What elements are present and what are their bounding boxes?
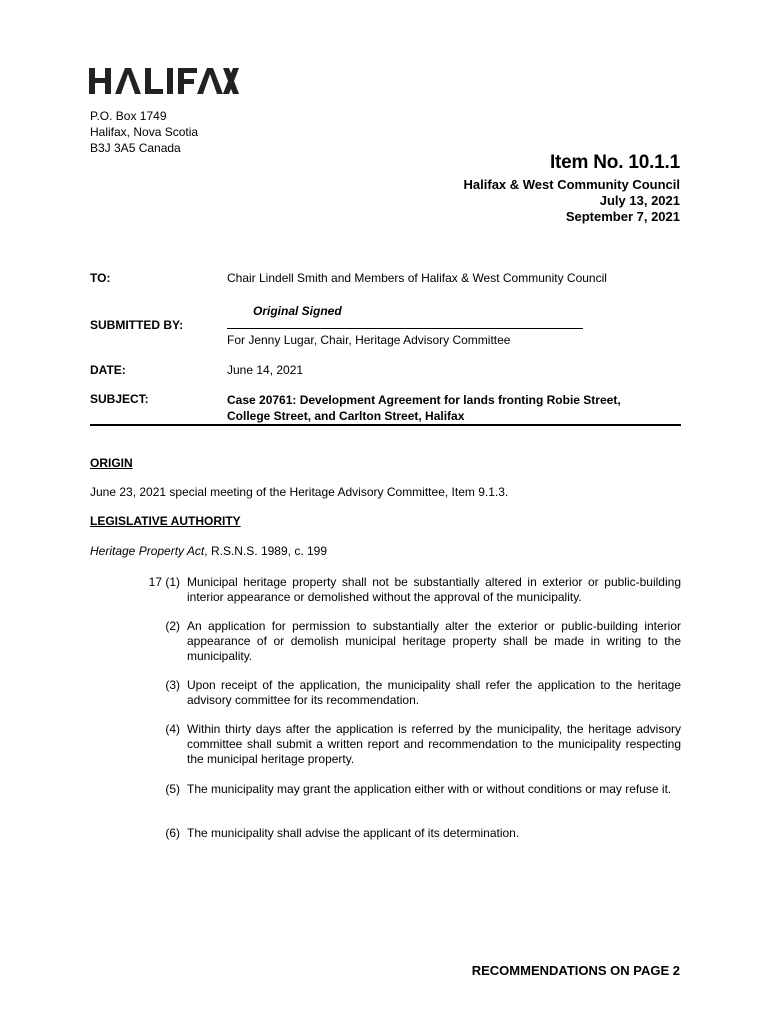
clause-text: Upon receipt of the application, the municipality shall refer the application to the heritage advisory committee for its recommendation. <box>187 678 681 707</box>
clause-item <box>130 575 681 605</box>
submitted-by-value: For Jenny Lugar, Chair, Heritage Advisory Committee <box>227 333 511 347</box>
clause-text: Municipal heritage property shall not be substantially altered in exterior or public-building interior appearance or demolished without the approval of the municipality. <box>187 575 681 604</box>
address-line: Halifax, Nova Scotia <box>90 125 199 139</box>
clause-number: (6) <box>165 826 180 840</box>
date-value: June 14, 2021 <box>227 363 304 377</box>
act-reference <box>90 544 327 558</box>
original-signed-note: Original Signed <box>253 304 342 318</box>
act-name: Heritage Property Act <box>90 544 205 558</box>
origin-heading: ORIGIN <box>90 456 133 470</box>
clause-item <box>130 619 681 664</box>
council-name: Halifax & West Community Council <box>463 177 680 192</box>
address-line: P.O. Box 1749 <box>90 109 167 123</box>
submitted-by-label: SUBMITTED BY: <box>90 318 184 332</box>
date-label: DATE: <box>90 363 126 377</box>
clause-item <box>130 678 681 708</box>
clause-number: (3) <box>165 678 180 692</box>
clause-number: (4) <box>165 722 180 736</box>
header-divider <box>90 424 681 426</box>
to-value: Chair Lindell Smith and Members of Halifax & West Community Council <box>227 271 607 285</box>
halifax-logo-wordmark <box>89 66 239 96</box>
meeting-date: July 13, 2021 <box>599 193 680 208</box>
clause-item <box>130 782 681 797</box>
clause-text: The municipality shall advise the applicant of its determination. <box>187 826 520 840</box>
halifax-logo <box>89 62 239 96</box>
address-line: B3J 3A5 Canada <box>90 141 181 155</box>
recommendations-note: RECOMMENDATIONS ON PAGE 2 <box>471 963 680 978</box>
clause-number: (5) <box>165 782 180 796</box>
item-block <box>464 152 680 225</box>
to-label: TO: <box>90 271 111 285</box>
mailing-address <box>90 108 198 156</box>
clause-text: An application for permission to substantially alter the exterior or public-building interior appearance of or demolish municipal heritage property shall be made in writing to the municipality. <box>187 619 681 663</box>
legislative-authority-heading: LEGISLATIVE AUTHORITY <box>90 514 241 528</box>
subject-line: College Street, and Carlton Street, Halifax <box>227 409 465 423</box>
act-citation: , R.S.N.S. 1989, c. 199 <box>204 544 328 558</box>
signature-line <box>227 328 583 329</box>
subject-line: Case 20761: Development Agreement for lands fronting Robie Street, <box>227 393 621 407</box>
item-number: Item No. 10.1.1 <box>549 152 680 173</box>
subject-label: SUBJECT: <box>90 392 149 406</box>
clause-text: Within thirty days after the application is referred by the municipality, the heritage advisory committee shall submit a written report and recommendation to the municipality respecting the municipal heritage property. <box>187 722 681 766</box>
meeting-date: September 7, 2021 <box>565 209 680 224</box>
clause-item <box>130 826 681 841</box>
clause-text: The municipality may grant the application either with or without conditions or may refuse it. <box>187 782 672 796</box>
clause-number: 17 (1) <box>148 575 180 589</box>
origin-text: June 23, 2021 special meeting of the Heritage Advisory Committee, Item 9.1.3. <box>90 485 509 499</box>
clause-item <box>130 722 681 767</box>
clause-number: (2) <box>165 619 180 633</box>
subject-value <box>227 392 687 424</box>
